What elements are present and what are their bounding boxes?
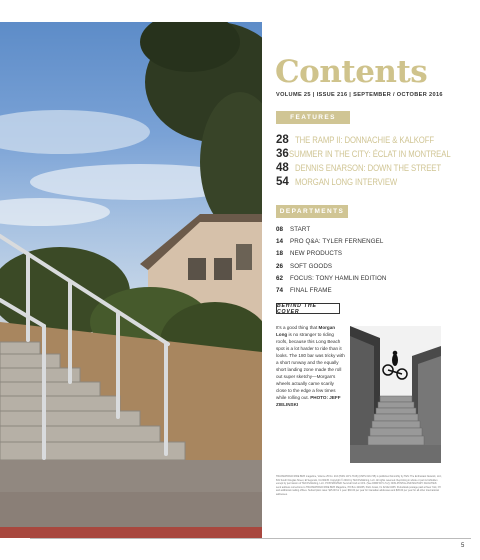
feature-title: DENNIS ENARSON: DOWN THE STREET xyxy=(295,163,441,173)
department-page-number: 26 xyxy=(276,262,284,270)
feature-page-number: 36 xyxy=(276,148,289,160)
department-title: NEW PRODUCTS xyxy=(290,250,343,258)
department-page-number: 18 xyxy=(276,250,284,258)
department-page-number: 08 xyxy=(276,226,284,233)
department-title: SOFT GOODS xyxy=(290,262,333,270)
legal-fineprint: TRANSWORLD RIDE BMX magazine, Volume 25 No. 216 (ISSN 1071-7315) (USPS 019-745) is published bimonthly by TEN: The Enthusiast Network, LLC, 831 South Douglas Street, El Segundo, CA 90245. Copyright © 2016 by TEN Publishing, LLC. All rights reserved. Reprinting in whole or part is forbidden except by permission of TEN Publishing, LLC. POSTMASTER: Send all UAA to CFS. (See DMM 507.1.5.2); NON-POSTAL AND MILITARY FACILITIES: send address corrections to TRANSWORLD RIDE BMX Magazine, PO Box 420235, Palm Coast, FL 32142-0235. Periodicals postage paid at New York, NY and additional mailing offices. Subscription rates: $15.00 for 1 year. $30.00 per year for Canadian addresses and $45.00 per year for all other international addresses. xyxy=(276,475,442,496)
feature-item[interactable] xyxy=(276,176,476,190)
department-page-number: 62 xyxy=(276,274,284,282)
caption-intro: It's a good thing that xyxy=(276,325,319,330)
departments-list xyxy=(276,226,476,299)
department-title: FINAL FRAME xyxy=(290,286,332,294)
issue-line: VOLUME 25 | ISSUE 216 | SEPTEMBER / OCTOBER 2016 xyxy=(276,92,443,98)
caption-rider-name: Morgan Long xyxy=(276,325,336,337)
features-label: FEATURES xyxy=(276,111,350,124)
page-number: 5 xyxy=(461,543,465,549)
department-item[interactable] xyxy=(276,287,476,299)
department-item[interactable] xyxy=(276,250,476,262)
cover-photo-skatepark-stairs xyxy=(0,22,262,538)
feature-title: MORGAN LONG INTERVIEW xyxy=(295,177,398,187)
behind-the-cover-label: BEHIND THE COVER xyxy=(276,303,340,314)
behind-the-cover-photo xyxy=(350,326,441,463)
caption-body: is no stranger to riding roofs, because this Long Beach spot is a lot harder to ride than it looks. The 180 bar was tricky with a short runway and the equally short landing zone made the roll out super sketchy—Morgan's wheels actually came scarily close to the edge a few times while rolling out. xyxy=(276,332,345,400)
cover-caption xyxy=(276,324,345,408)
caption-photo-credit: PHOTO: JEFF ZIELINSKI xyxy=(276,395,341,407)
feature-page-number: 54 xyxy=(276,176,289,188)
department-title: FOCUS: TONY HAMLIN EDITION xyxy=(290,274,387,282)
department-title: START xyxy=(290,226,311,233)
feature-page-number: 28 xyxy=(276,134,289,146)
department-item[interactable] xyxy=(276,238,476,250)
department-title: PRO Q&A: TYLER FERNENGEL xyxy=(290,238,384,246)
department-item[interactable] xyxy=(276,263,476,275)
feature-item[interactable] xyxy=(276,148,476,162)
department-item[interactable] xyxy=(276,226,476,238)
departments-label: DEPARTMENTS xyxy=(276,205,348,218)
feature-title: THE RAMP II: DONNACHIE & KALKOFF xyxy=(295,135,435,145)
feature-page-number: 48 xyxy=(276,162,289,174)
feature-title: SUMMER IN THE CITY: ÉCLAT IN MONTREAL xyxy=(288,149,451,159)
features-list xyxy=(276,134,476,190)
department-page-number: 74 xyxy=(276,286,284,294)
feature-item[interactable] xyxy=(276,134,476,148)
footer-divider xyxy=(30,538,471,539)
department-page-number: 14 xyxy=(276,238,284,246)
feature-item[interactable] xyxy=(276,162,476,176)
page-title: Contents xyxy=(275,54,428,90)
department-item[interactable] xyxy=(276,275,476,287)
